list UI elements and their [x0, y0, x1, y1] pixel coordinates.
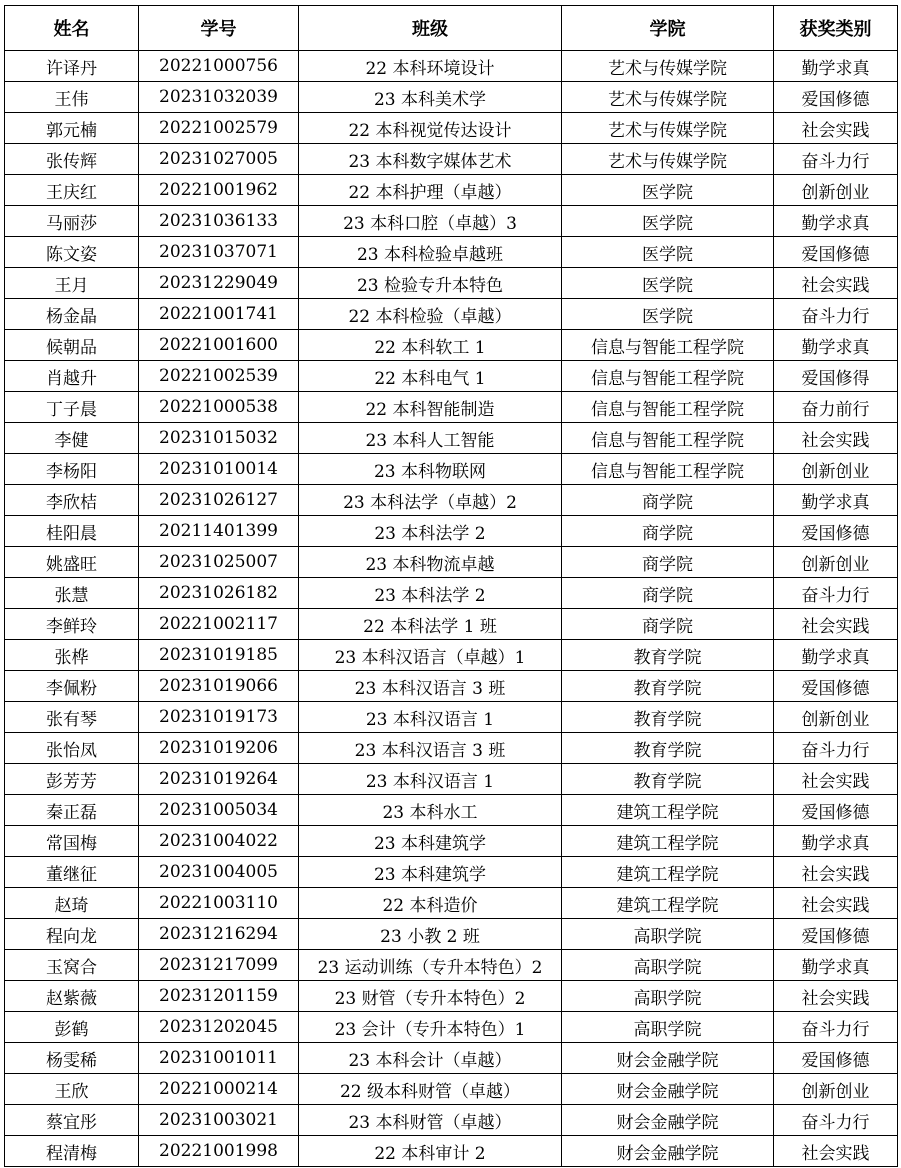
college-cell: 财会金融学院: [562, 1043, 774, 1074]
student-id-cell: 20231003021: [139, 1105, 299, 1136]
college-cell: 商学院: [562, 609, 774, 640]
table-row: [5, 361, 898, 392]
student-id-cell: 20231019264: [139, 764, 299, 795]
table-row: [5, 268, 898, 299]
table-row: [5, 578, 898, 609]
student-id-cell: 20231004022: [139, 826, 299, 857]
award-category-cell: 勤学求真: [774, 51, 898, 82]
college-cell: 医学院: [562, 299, 774, 330]
class-cell: 23 本科数字媒体艺术: [299, 144, 562, 175]
student-id-cell: 20231019206: [139, 733, 299, 764]
award-category-cell: 勤学求真: [774, 826, 898, 857]
name-cell: 马丽莎: [5, 206, 139, 237]
award-category-cell: 爱国修德: [774, 516, 898, 547]
student-id-cell: 20231019066: [139, 671, 299, 702]
class-cell: 22 级本科财管（卓越）: [299, 1074, 562, 1105]
name-cell: 玉窝合: [5, 950, 139, 981]
table-row: [5, 392, 898, 423]
award-category-cell: 社会实践: [774, 609, 898, 640]
college-cell: 财会金融学院: [562, 1136, 774, 1167]
student-id-cell: 20231201159: [139, 981, 299, 1012]
table-body: [5, 51, 898, 1167]
header-class: 班级: [299, 6, 562, 51]
student-id-cell: 20221000214: [139, 1074, 299, 1105]
college-cell: 高职学院: [562, 981, 774, 1012]
name-cell: 候朝品: [5, 330, 139, 361]
student-id-cell: 20231036133: [139, 206, 299, 237]
student-id-cell: 20231025007: [139, 547, 299, 578]
award-table: [4, 5, 898, 1167]
award-category-cell: 勤学求真: [774, 485, 898, 516]
table-row: [5, 795, 898, 826]
student-id-cell: 20211401399: [139, 516, 299, 547]
table-row: [5, 702, 898, 733]
name-cell: 王欣: [5, 1074, 139, 1105]
student-id-cell: 20221002117: [139, 609, 299, 640]
name-cell: 王伟: [5, 82, 139, 113]
award-category-cell: 爱国修德: [774, 237, 898, 268]
award-category-cell: 创新创业: [774, 175, 898, 206]
college-cell: 商学院: [562, 578, 774, 609]
college-cell: 艺术与传媒学院: [562, 82, 774, 113]
class-cell: 23 本科口腔（卓越）3: [299, 206, 562, 237]
student-id-cell: 20221003110: [139, 888, 299, 919]
name-cell: 姚盛旺: [5, 547, 139, 578]
header-name: 姓名: [5, 6, 139, 51]
award-category-cell: 爱国修德: [774, 82, 898, 113]
award-category-cell: 社会实践: [774, 113, 898, 144]
college-cell: 建筑工程学院: [562, 888, 774, 919]
award-category-cell: 爱国修德: [774, 919, 898, 950]
name-cell: 程向龙: [5, 919, 139, 950]
name-cell: 彭芳芳: [5, 764, 139, 795]
student-id-cell: 20231005034: [139, 795, 299, 826]
class-cell: 23 本科美术学: [299, 82, 562, 113]
class-cell: 23 本科人工智能: [299, 423, 562, 454]
table-row: [5, 454, 898, 485]
class-cell: 23 检验专升本特色: [299, 268, 562, 299]
class-cell: 22 本科环境设计: [299, 51, 562, 82]
student-id-cell: 20231010014: [139, 454, 299, 485]
name-cell: 杨金晶: [5, 299, 139, 330]
award-category-cell: 社会实践: [774, 423, 898, 454]
name-cell: 赵琦: [5, 888, 139, 919]
student-id-cell: 20231026127: [139, 485, 299, 516]
table-row: [5, 51, 898, 82]
name-cell: 丁子晨: [5, 392, 139, 423]
college-cell: 教育学院: [562, 733, 774, 764]
class-cell: 23 本科财管（卓越）: [299, 1105, 562, 1136]
header-college: 学院: [562, 6, 774, 51]
name-cell: 程清梅: [5, 1136, 139, 1167]
college-cell: 财会金融学院: [562, 1105, 774, 1136]
award-category-cell: 社会实践: [774, 888, 898, 919]
college-cell: 教育学院: [562, 640, 774, 671]
table-row: [5, 609, 898, 640]
award-category-cell: 社会实践: [774, 1136, 898, 1167]
college-cell: 医学院: [562, 175, 774, 206]
table-row: [5, 950, 898, 981]
college-cell: 财会金融学院: [562, 1074, 774, 1105]
table-row: [5, 237, 898, 268]
table-row: [5, 1012, 898, 1043]
table-row: [5, 1074, 898, 1105]
award-category-cell: 社会实践: [774, 981, 898, 1012]
class-cell: 23 本科汉语言 1: [299, 702, 562, 733]
college-cell: 教育学院: [562, 671, 774, 702]
college-cell: 建筑工程学院: [562, 795, 774, 826]
college-cell: 商学院: [562, 547, 774, 578]
name-cell: 张有琴: [5, 702, 139, 733]
name-cell: 张怡凤: [5, 733, 139, 764]
header-student-id: 学号: [139, 6, 299, 51]
college-cell: 艺术与传媒学院: [562, 113, 774, 144]
table-row: [5, 330, 898, 361]
class-cell: 22 本科电气 1: [299, 361, 562, 392]
college-cell: 商学院: [562, 516, 774, 547]
class-cell: 22 本科智能制造: [299, 392, 562, 423]
college-cell: 商学院: [562, 485, 774, 516]
class-cell: 22 本科视觉传达设计: [299, 113, 562, 144]
class-cell: 23 小教 2 班: [299, 919, 562, 950]
student-id-cell: 20221001600: [139, 330, 299, 361]
award-category-cell: 勤学求真: [774, 206, 898, 237]
class-cell: 22 本科审计 2: [299, 1136, 562, 1167]
class-cell: 23 本科法学 2: [299, 578, 562, 609]
class-cell: 23 本科汉语言 3 班: [299, 671, 562, 702]
name-cell: 李杨阳: [5, 454, 139, 485]
class-cell: 23 本科会计（卓越）: [299, 1043, 562, 1074]
award-category-cell: 社会实践: [774, 857, 898, 888]
student-id-cell: 20221001962: [139, 175, 299, 206]
class-cell: 23 本科法学（卓越）2: [299, 485, 562, 516]
student-id-cell: 20231037071: [139, 237, 299, 268]
class-cell: 23 本科汉语言 3 班: [299, 733, 562, 764]
student-id-cell: 20221000756: [139, 51, 299, 82]
award-category-cell: 社会实践: [774, 268, 898, 299]
name-cell: 张传辉: [5, 144, 139, 175]
award-category-cell: 爱国修德: [774, 1043, 898, 1074]
class-cell: 23 本科汉语言 1: [299, 764, 562, 795]
student-id-cell: 20231004005: [139, 857, 299, 888]
college-cell: 信息与智能工程学院: [562, 361, 774, 392]
student-id-cell: 20221002539: [139, 361, 299, 392]
table-row: [5, 144, 898, 175]
table-row: [5, 423, 898, 454]
name-cell: 彭鹤: [5, 1012, 139, 1043]
table-row: [5, 733, 898, 764]
award-category-cell: 爱国修德: [774, 671, 898, 702]
table-row: [5, 888, 898, 919]
student-id-cell: 20231026182: [139, 578, 299, 609]
table-row: [5, 1136, 898, 1167]
college-cell: 信息与智能工程学院: [562, 392, 774, 423]
class-cell: 23 会计（专升本特色）1: [299, 1012, 562, 1043]
class-cell: 23 本科水工: [299, 795, 562, 826]
name-cell: 李鲜玲: [5, 609, 139, 640]
college-cell: 教育学院: [562, 764, 774, 795]
award-category-cell: 勤学求真: [774, 330, 898, 361]
award-category-cell: 爱国修德: [774, 795, 898, 826]
award-category-cell: 爱国修得: [774, 361, 898, 392]
class-cell: 22 本科造价: [299, 888, 562, 919]
student-id-cell: 20231217099: [139, 950, 299, 981]
award-category-cell: 勤学求真: [774, 950, 898, 981]
college-cell: 高职学院: [562, 950, 774, 981]
name-cell: 许译丹: [5, 51, 139, 82]
student-id-cell: 20221000538: [139, 392, 299, 423]
class-cell: 22 本科护理（卓越）: [299, 175, 562, 206]
award-category-cell: 奋力前行: [774, 392, 898, 423]
class-cell: 23 运动训练（专升本特色）2: [299, 950, 562, 981]
award-category-cell: 创新创业: [774, 454, 898, 485]
student-id-cell: 20231019185: [139, 640, 299, 671]
name-cell: 郭元楠: [5, 113, 139, 144]
student-id-cell: 20231015032: [139, 423, 299, 454]
college-cell: 医学院: [562, 268, 774, 299]
college-cell: 医学院: [562, 206, 774, 237]
award-category-cell: 创新创业: [774, 1074, 898, 1105]
award-category-cell: 奋斗力行: [774, 299, 898, 330]
student-id-cell: 20221001741: [139, 299, 299, 330]
name-cell: 王月: [5, 268, 139, 299]
name-cell: 李欣桔: [5, 485, 139, 516]
table-row: [5, 175, 898, 206]
college-cell: 信息与智能工程学院: [562, 454, 774, 485]
class-cell: 23 本科法学 2: [299, 516, 562, 547]
award-category-cell: 创新创业: [774, 702, 898, 733]
table-row: [5, 1105, 898, 1136]
college-cell: 建筑工程学院: [562, 826, 774, 857]
table-row: [5, 113, 898, 144]
student-id-cell: 20221001998: [139, 1136, 299, 1167]
name-cell: 张桦: [5, 640, 139, 671]
class-cell: 23 财管（专升本特色）2: [299, 981, 562, 1012]
college-cell: 信息与智能工程学院: [562, 423, 774, 454]
name-cell: 桂阳晨: [5, 516, 139, 547]
award-category-cell: 奋斗力行: [774, 733, 898, 764]
table-row: [5, 919, 898, 950]
class-cell: 23 本科汉语言（卓越）1: [299, 640, 562, 671]
award-category-cell: 创新创业: [774, 547, 898, 578]
class-cell: 23 本科检验卓越班: [299, 237, 562, 268]
student-id-cell: 20231001011: [139, 1043, 299, 1074]
name-cell: 肖越升: [5, 361, 139, 392]
college-cell: 医学院: [562, 237, 774, 268]
table-row: [5, 981, 898, 1012]
college-cell: 高职学院: [562, 919, 774, 950]
student-id-cell: 20231032039: [139, 82, 299, 113]
table-row: [5, 82, 898, 113]
award-category-cell: 奋斗力行: [774, 1012, 898, 1043]
name-cell: 董继征: [5, 857, 139, 888]
class-cell: 22 本科软工 1: [299, 330, 562, 361]
name-cell: 李佩粉: [5, 671, 139, 702]
name-cell: 蔡宜彤: [5, 1105, 139, 1136]
table-row: [5, 485, 898, 516]
class-cell: 23 本科建筑学: [299, 826, 562, 857]
college-cell: 高职学院: [562, 1012, 774, 1043]
header-row: [5, 6, 898, 51]
student-id-cell: 20221002579: [139, 113, 299, 144]
header-award-category: 获奖类别: [774, 6, 898, 51]
student-id-cell: 20231216294: [139, 919, 299, 950]
name-cell: 杨雯稀: [5, 1043, 139, 1074]
name-cell: 秦正磊: [5, 795, 139, 826]
name-cell: 赵紫薇: [5, 981, 139, 1012]
award-category-cell: 奋斗力行: [774, 1105, 898, 1136]
student-id-cell: 20231202045: [139, 1012, 299, 1043]
student-id-cell: 20231027005: [139, 144, 299, 175]
name-cell: 张慧: [5, 578, 139, 609]
table-row: [5, 764, 898, 795]
student-id-cell: 20231019173: [139, 702, 299, 733]
award-category-cell: 勤学求真: [774, 640, 898, 671]
class-cell: 23 本科物流卓越: [299, 547, 562, 578]
college-cell: 艺术与传媒学院: [562, 51, 774, 82]
award-category-cell: 社会实践: [774, 764, 898, 795]
class-cell: 22 本科法学 1 班: [299, 609, 562, 640]
award-category-cell: 奋斗力行: [774, 578, 898, 609]
table-row: [5, 826, 898, 857]
class-cell: 22 本科检验（卓越）: [299, 299, 562, 330]
table-row: [5, 206, 898, 237]
college-cell: 教育学院: [562, 702, 774, 733]
college-cell: 信息与智能工程学院: [562, 330, 774, 361]
award-category-cell: 奋斗力行: [774, 144, 898, 175]
name-cell: 陈文姿: [5, 237, 139, 268]
student-id-cell: 20231229049: [139, 268, 299, 299]
table-row: [5, 1043, 898, 1074]
college-cell: 艺术与传媒学院: [562, 144, 774, 175]
table-row: [5, 671, 898, 702]
class-cell: 23 本科建筑学: [299, 857, 562, 888]
college-cell: 建筑工程学院: [562, 857, 774, 888]
name-cell: 李健: [5, 423, 139, 454]
table-row: [5, 299, 898, 330]
table-row: [5, 516, 898, 547]
name-cell: 常国梅: [5, 826, 139, 857]
class-cell: 23 本科物联网: [299, 454, 562, 485]
table-row: [5, 640, 898, 671]
table-row: [5, 547, 898, 578]
name-cell: 王庆红: [5, 175, 139, 206]
table-row: [5, 857, 898, 888]
